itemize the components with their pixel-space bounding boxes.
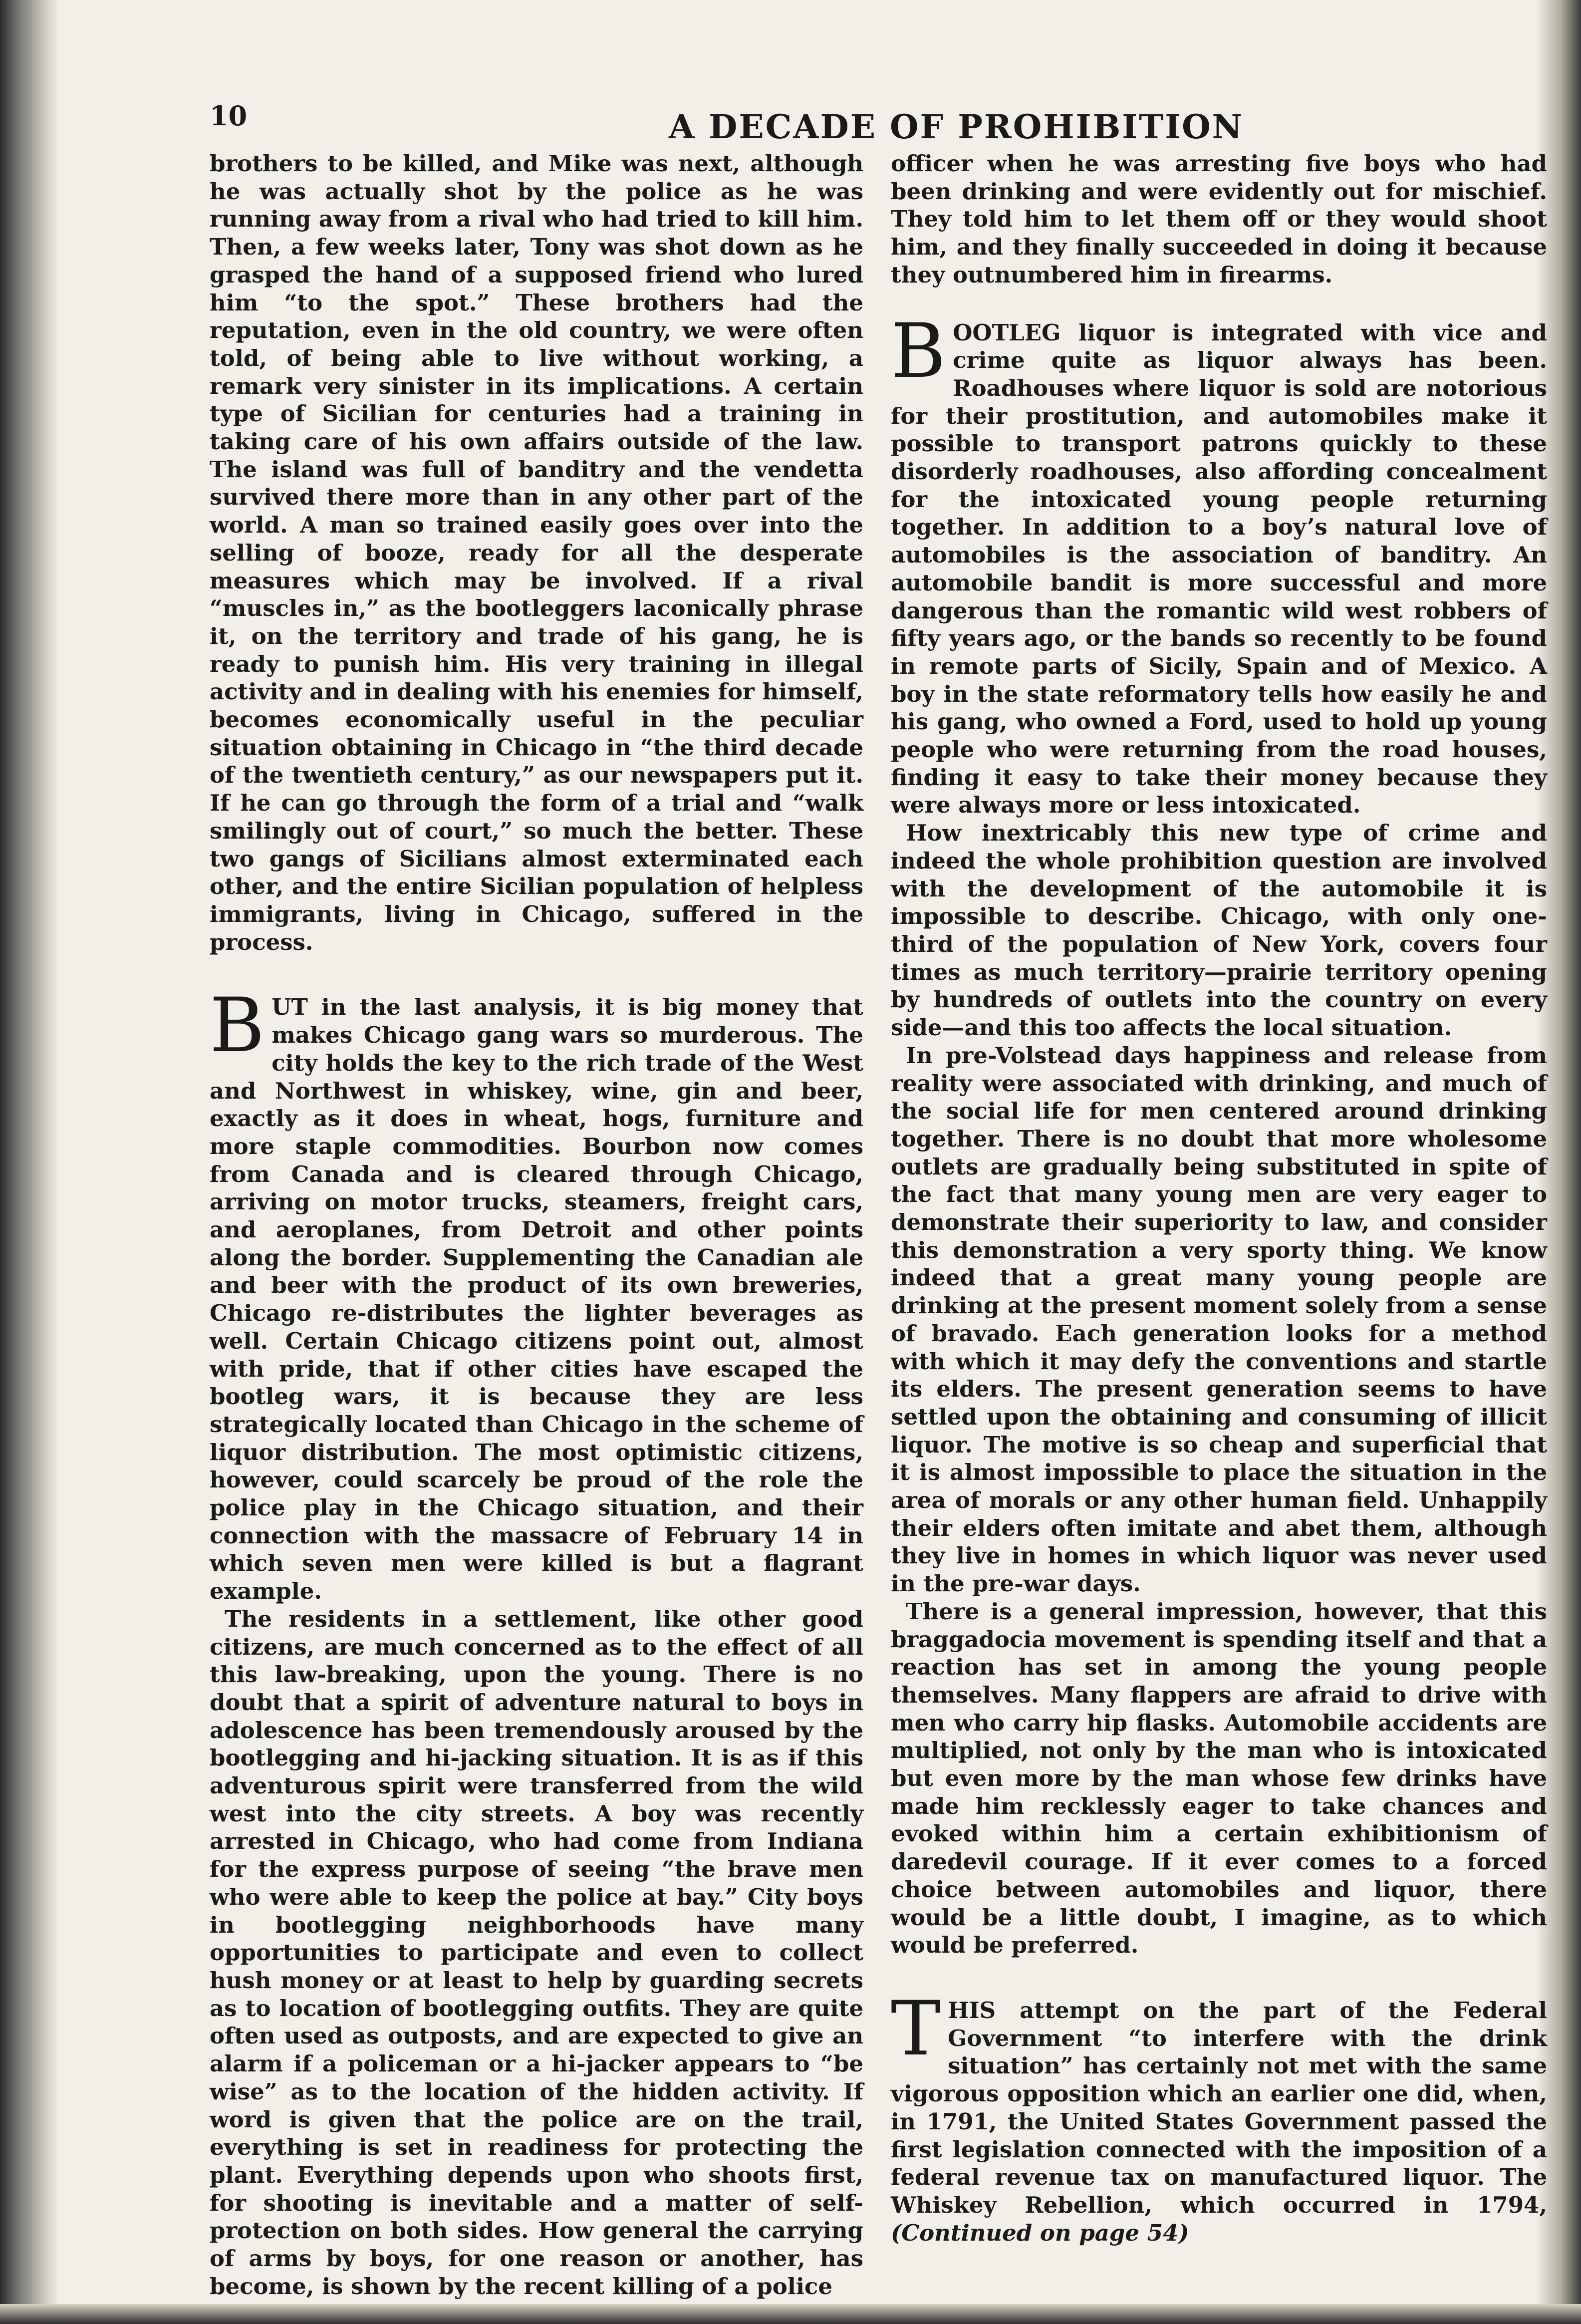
paragraph-text: liquor is integrated with vice and crime quite as liquor always has been. Roadhouses where liquor is sold are notorious for their prostitution, and automobiles make it possible to transport patrons quickly to these disorderly roadhouses, also affording concealment for the intoxicated young people returning together. In addition to a boy’s natural love of automobiles is the association of banditry. An automobile bandit is more successful and more dangerous than the romantic wild west robbers of fifty years ago, or the bands so recently to be found in remote parts of Sicily, Spain and of Mexico. A boy in the state reformatory tells how easily he and his gang, who owned a Ford, used to hold up young people who were returning from the road houses, finding it easy to take their money because they were always more or less intoxicated. — [891, 319, 1547, 819]
paragraph — [891, 1986, 1547, 2247]
lead-caps: HIS — [948, 1997, 996, 2024]
paragraph: In pre-Volstead days happiness and release from reality were associated with drinking, and much of the social life for men centered around drinking together. There is no doubt that more wholesome outlets are gradually being substituted in spite of the fact that many young men are very eager to demonstrate their superiority to law, and consider this demonstration a very sporty thing. We know indeed that a great many young people are drinking at the present moment solely from a sense of bravado. Each generation looks for a method with which it may defy the conventions and startle its elders. The present generation seems to have settled upon the obtaining and consuming of illicit liquor. The motive is so cheap and superficial that it is almost impossible to place the situation in the area of morals or any other human field. Unhappily their elders often imitate and abet them, although they live in homes in which liquor was never used in the pre-war days. — [891, 1042, 1547, 1597]
scan-edge-left — [0, 0, 60, 2324]
paragraph-text: attempt on the part of the Federal Government “to interfere with the drink situation” has certainly not met with the same vigorous opposition which an earlier one did, when, in 1791, the United States Government passed the first legislation connected with the imposition of a federal revenue tax on manufactured liquor. The Whiskey Rebellion, which occurred in 1794, — [891, 1997, 1547, 2218]
running-title: A DECADE OF PROHIBITION — [669, 107, 1244, 146]
dropcap: B — [210, 982, 265, 1070]
page-number: 10 — [210, 100, 248, 132]
scan-edge-bottom — [0, 2304, 1581, 2324]
lead-caps: OOTLEG — [953, 319, 1061, 346]
paragraph — [210, 982, 863, 1605]
section-break — [891, 1959, 1547, 1997]
paragraph: How inextricably this new type of crime and indeed the whole prohibition question are involved with the development of the automobile it is impossible to describe. Chicago, with only one-third of the population of New York, covers four times as much territory—prairie territory opening by hundreds of outlets into the country on every side—and this too affects the local situation. — [891, 820, 1547, 1041]
paragraph: officer when he was arresting five boys who had been drinking and were evidently out for mischief. They told him to let them off or they would shoot him, and they finally succeeded in doing it because they outnumbered him in firearms. — [891, 150, 1547, 288]
paragraph-text: in the last analysis, it is big money that makes Chicago gang wars so murderous. The city holds the key to the rich trade of the West and Northwest in whiskey, wine, gin and beer, exactly as it does in wheat, hogs, furniture and more staple commodities. Bourbon now comes from Canada and is cleared through Chicago, arriving on motor trucks, steamers, freight cars, and aeroplanes, from Detroit and other points along the border. Supplementing the Canadian ale and beer with the product of its own breweries, Chicago re-distributes the lighter beverages as well. Certain Chicago citizens point out, almost with pride, that if other cities have escaped the bootleg wars, it is because they are less strategically located than Chicago in the scheme of liquor distribution. The most optimistic citizens, however, could scarcely be proud of the role the police play in the Chicago situation, and their connection with the massacre of February 14 in which seven men were killed is but a flagrant example. — [210, 994, 863, 1605]
paragraph: The residents in a settlement, like other good citizens, are much concerned as to the effect of all this law-breaking, upon the young. There is no doubt that a spirit of adventure natural to boys in adolescence has been tremendously aroused by the bootlegging and hi-jacking situation. It is as if this adventurous spirit were transferred from the wild west into the city streets. A boy was recently arrested in Chicago, who had come from Indiana for the express purpose of seeing “the brave men who were able to keep the police at bay.” City boys in bootlegging neighborhoods have many opportunities to participate and even to collect hush money or at least to help by guarding secrets as to location of bootlegging outfits. They are quite often used as outposts, and are expected to give an alarm if a policeman or a hi-jacker appears to “be wise” as to the location of the hidden activity. If word is given that the police are on the trail, everything is set in readiness for protecting the plant. Everything depends upon who shoots first, for shooting is inevitable and a matter of self-protection on both sides. How general the carrying of arms by boys, for one reason or another, has become, is shown by the recent killing of a police — [210, 1605, 863, 2300]
right-column — [891, 150, 1547, 2247]
dropcap: T — [891, 1986, 941, 2072]
lead-caps: UT — [271, 994, 308, 1021]
paragraph: There is a general impression, however, that this braggadocia movement is spending itself and that a reaction has set in among the young people themselves. Many flappers are afraid to drive with men who carry hip flasks. Automobile accidents are multiplied, not only by the man who is intoxicated but even more by the man whose few drinks have made him recklessly eager to take chances and evoked within him a certain exhibitionism of daredevil courage. If it ever comes to a forced choice between automobiles and liquor, there would be a little doubt, I imagine, as to which would be preferred. — [891, 1598, 1547, 1959]
left-column — [210, 150, 863, 2300]
section-break — [210, 956, 863, 993]
paragraph — [891, 307, 1547, 820]
paragraph: brothers to be killed, and Mike was next, although he was actually shot by the police as he was running away from a rival who had tried to kill him. Then, a few weeks later, Tony was shot down as he grasped the hand of a supposed friend who lured him “to the spot.” These brothers had the reputation, even in the old country, we were often told, of being able to live without working, a remark very sinister in its implications. A certain type of Sicilian for centuries had a training in taking care of his own affairs outside of the law. The island was full of banditry and the vendetta survived there more than in any other part of the world. A man so trained easily goes over into the selling of booze, ready for all the desperate measures which may be involved. If a rival “muscles in,” as the bootleggers laconically phrase it, on the territory and trade of his gang, he is ready to punish him. His very training in illegal activity and in dealing with his enemies for himself, becomes economically useful in the peculiar situation obtaining in Chicago in “the third decade of the twentieth century,” as our newspapers put it. If he can go through the form of a trial and “walk smilingly out of court,” so much the better. These two gangs of Sicilians almost exterminated each other, and the entire Sicilian population of helpless immigrants, living in Chicago, suffered in the process. — [210, 150, 863, 955]
continued-on-page-link[interactable]: (Continued on page 54) — [891, 2219, 1189, 2246]
dropcap: B — [891, 307, 946, 395]
section-break — [891, 289, 1547, 319]
